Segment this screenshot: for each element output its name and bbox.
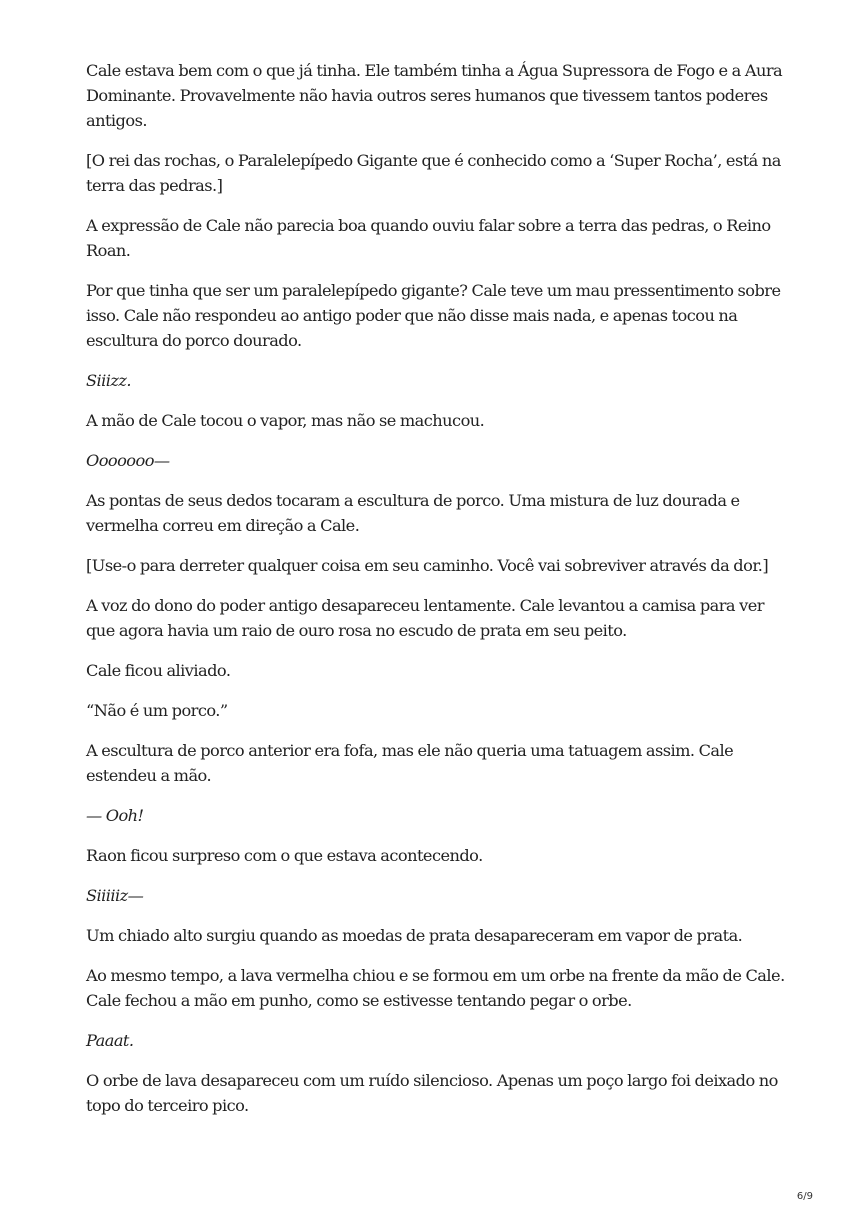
paragraph-20: O orbe de lava desapareceu com um ruído silencioso. Apenas um poço largo foi deixado no topo do terceiro pico. bbox=[86, 1071, 778, 1115]
paragraph-6: A mão de Cale tocou o vapor, mas não se machucou. bbox=[86, 411, 485, 430]
paragraph-1: Cale estava bem com o que já tinha. Ele também tinha a Água Supressora de Fogo e a Aura Dominante. Provavelmente não havia outros seres humanos que tivessem tantos poderes antigos. bbox=[86, 61, 783, 130]
paragraph-8: As pontas de seus dedos tocaram a escultura de porco. Uma mistura de luz dourada e vermelha correu em direção a Cale. bbox=[86, 491, 740, 535]
page-number: 6/9 bbox=[796, 1191, 813, 1202]
sound-effect-paaat: Paaat. bbox=[86, 1031, 134, 1050]
paragraph-2: [O rei das rochas, o Paralelepípedo Gigante que é conhecido como a ‘Super Rocha’, está na terra das pedras.] bbox=[86, 151, 781, 195]
sound-effect-siiiiiz: Siiiiiz— bbox=[86, 886, 144, 905]
document-body bbox=[86, 58, 786, 1133]
sound-effect-siiizz: Siiizz. bbox=[86, 371, 131, 390]
paragraph-3: A expressão de Cale não parecia boa quando ouviu falar sobre a terra das pedras, o Reino Roan. bbox=[86, 216, 771, 260]
paragraph-18: Ao mesmo tempo, a lava vermelha chiou e se formou em um orbe na frente da mão de Cale. Cale fechou a mão em punho, como se estivesse tentando pegar o orbe. bbox=[86, 966, 785, 1010]
raon-exclamation: — Ooh! bbox=[86, 806, 144, 825]
paragraph-11: Cale ficou aliviado. bbox=[86, 661, 231, 680]
paragraph-4: Por que tinha que ser um paralelepípedo gigante? Cale teve um mau pressentimento sobre isso. Cale não respondeu ao antigo poder que não disse mais nada, e apenas tocou na escultura do porco dourado. bbox=[86, 281, 781, 350]
paragraph-17: Um chiado alto surgiu quando as moedas de prata desapareceram em vapor de prata. bbox=[86, 926, 743, 945]
sound-effect-ooooooo: Ooooooo— bbox=[86, 451, 170, 470]
paragraph-13: A escultura de porco anterior era fofa, mas ele não queria uma tatuagem assim. Cale estendeu a mão. bbox=[86, 741, 734, 785]
paragraph-15: Raon ficou surpreso com o que estava acontecendo. bbox=[86, 846, 483, 865]
paragraph-9: [Use-o para derreter qualquer coisa em seu caminho. Você vai sobreviver através da dor.] bbox=[86, 556, 769, 575]
paragraph-10: A voz do dono do poder antigo desapareceu lentamente. Cale levantou a camisa para ver que agora havia um raio de ouro rosa no escudo de prata em seu peito. bbox=[86, 596, 764, 640]
dialogue-line: “Não é um porco.” bbox=[86, 701, 228, 720]
